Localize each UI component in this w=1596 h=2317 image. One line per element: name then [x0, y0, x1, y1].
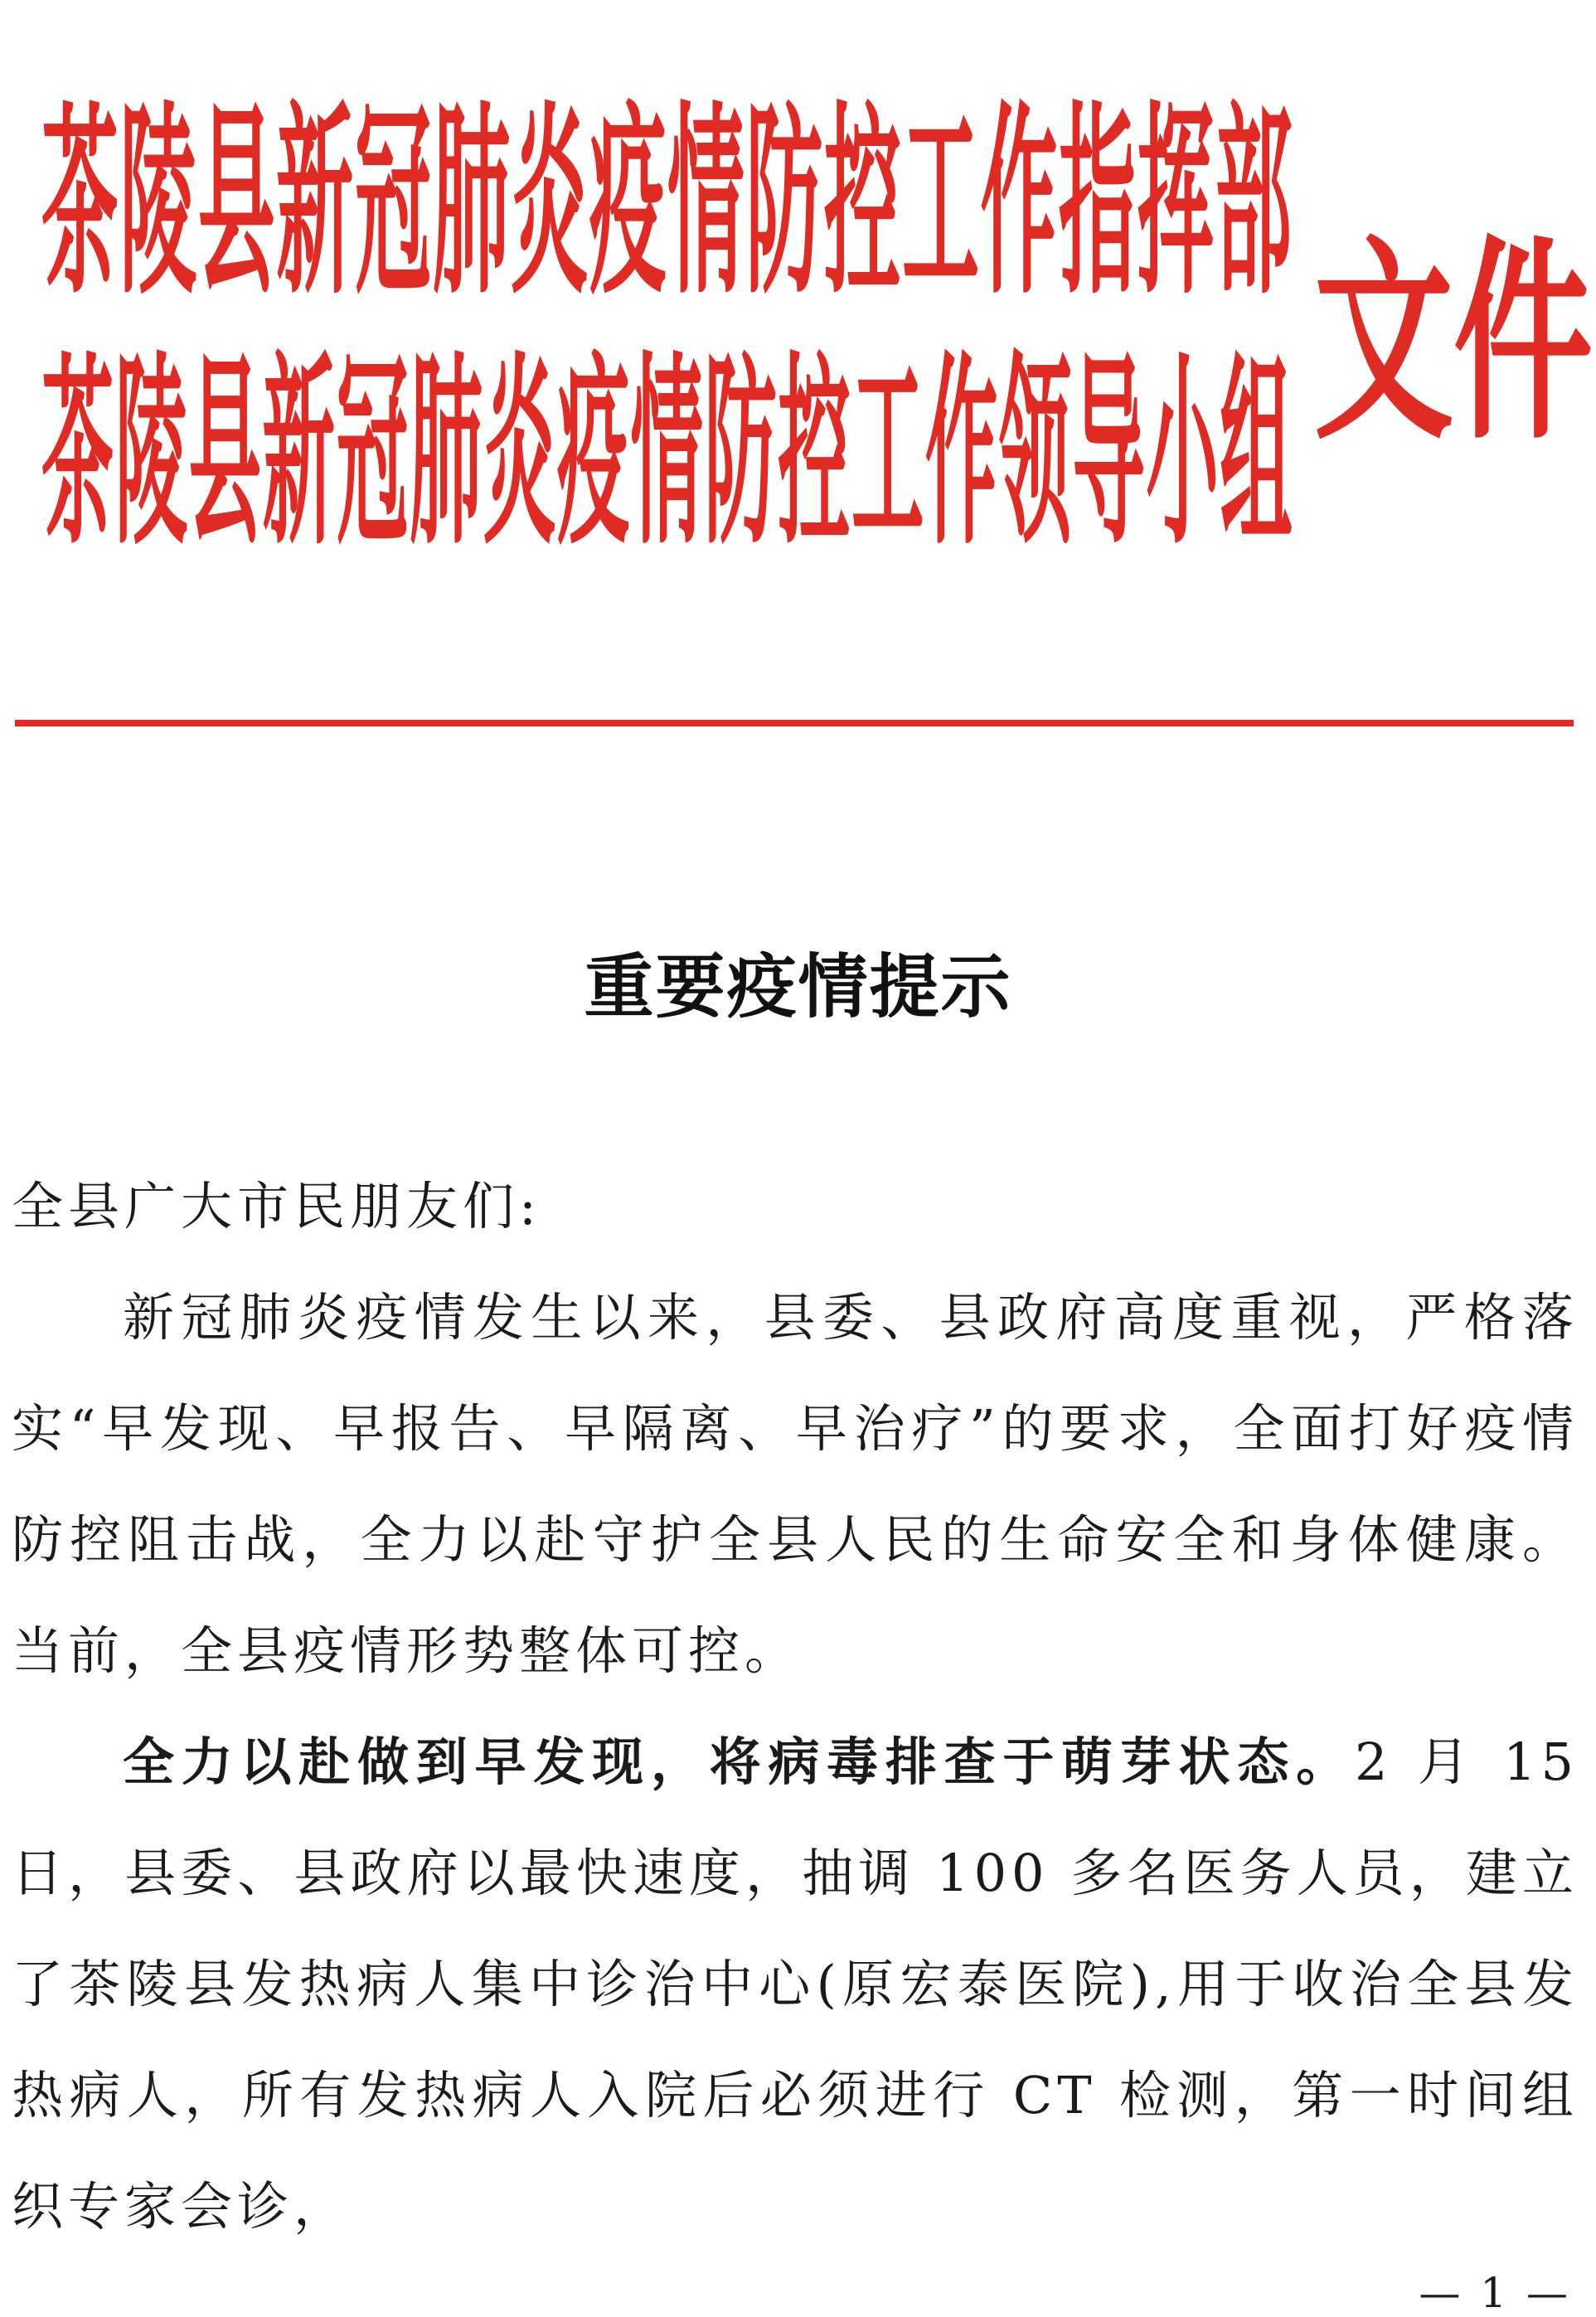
red-header: [0, 0, 1596, 573]
page-number: — 1 —: [1419, 2269, 1571, 2317]
issuing-org-line-2-text: 茶陵县新冠肺炎疫情防控工作领导小组: [41, 336, 1294, 573]
paragraph-1: [12, 1262, 1579, 1707]
document-title: 重要疫情提示: [584, 945, 1012, 1027]
document-body: [12, 1151, 1579, 2262]
issuing-org-line-2: [41, 217, 1293, 692]
paragraph-1-text: 新冠肺炎疫情发生以来，县委、县政府高度重视，严格落实“早发现、早报告、早隔离、早治疗”的要求，全面打好疫情防控阻击战，全力以赴守护全县人民的生命安全和身体健康。当前，全县疫情形势整体可控。: [12, 1287, 1579, 1681]
red-divider-line: [15, 720, 1574, 726]
document-suffix: 文件: [1314, 216, 1593, 469]
paragraph-2: [12, 1707, 1579, 2262]
paragraph-2-lead: 全力以赴做到早发现，将病毒排查于萌芽状态。: [123, 1732, 1355, 1792]
salutation: 全县广大市民朋友们:: [12, 1176, 541, 1236]
paragraph-2-text: 2 月 15 日，县委、县政府以最快速度，抽调 100 多名医务人员，建立了茶陵县发热病人集中诊治中心(原宏泰医院),用于收治全县发热病人，所有发热病人入院后必须进行 CT 检测，第一时间组织专家会诊，: [12, 1732, 1579, 2237]
issuing-org-line-1-text: 茶陵县新冠肺炎疫情防控工作指挥部: [41, 85, 1294, 323]
